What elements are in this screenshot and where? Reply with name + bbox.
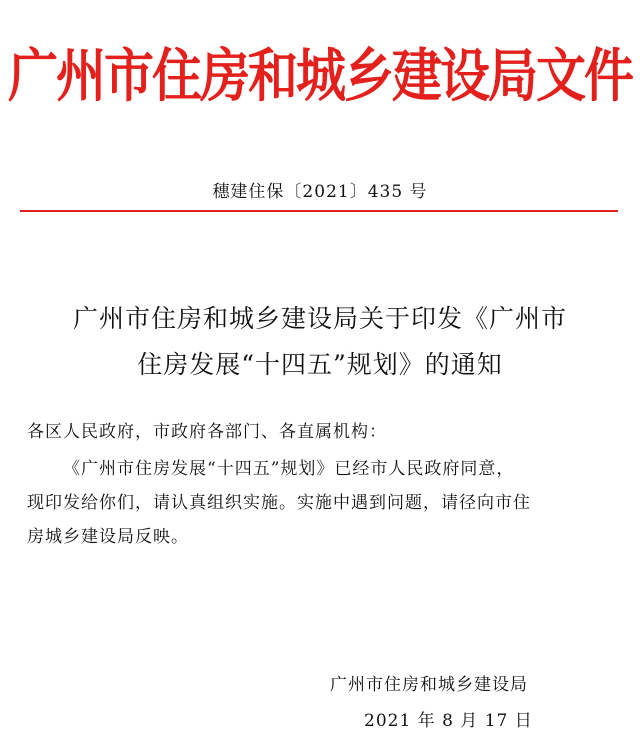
- document-number: 穗建住保〔2021〕435 号: [212, 182, 428, 202]
- body-line-3: 房城乡建设局反映。: [27, 527, 189, 547]
- body-line-1: 《广州市住房发展“十四五”规划》已经市人民政府同意，: [63, 459, 515, 479]
- signature-organization: 广州市住房和城乡建设局: [330, 675, 528, 695]
- signature-date: 2021 年 8 月 17 日: [364, 711, 533, 731]
- document-masthead: 广州市住房和城乡建设局文件: [8, 42, 632, 110]
- body-paragraph: [27, 452, 607, 554]
- title-line-1: 广州市住房和城乡建设局关于印发《广州市: [72, 304, 567, 333]
- signature-block: [300, 667, 600, 739]
- addressee-line: 各区人民政府，市政府各部门、各直属机构：: [27, 422, 387, 442]
- red-divider-line: [20, 210, 618, 212]
- document-title: [0, 296, 640, 388]
- title-line-2: 住房发展“十四五”规划》的通知: [137, 350, 503, 379]
- body-line-2: 现印发给你们，请认真组织实施。实施中遇到问题，请径向市住: [27, 493, 531, 513]
